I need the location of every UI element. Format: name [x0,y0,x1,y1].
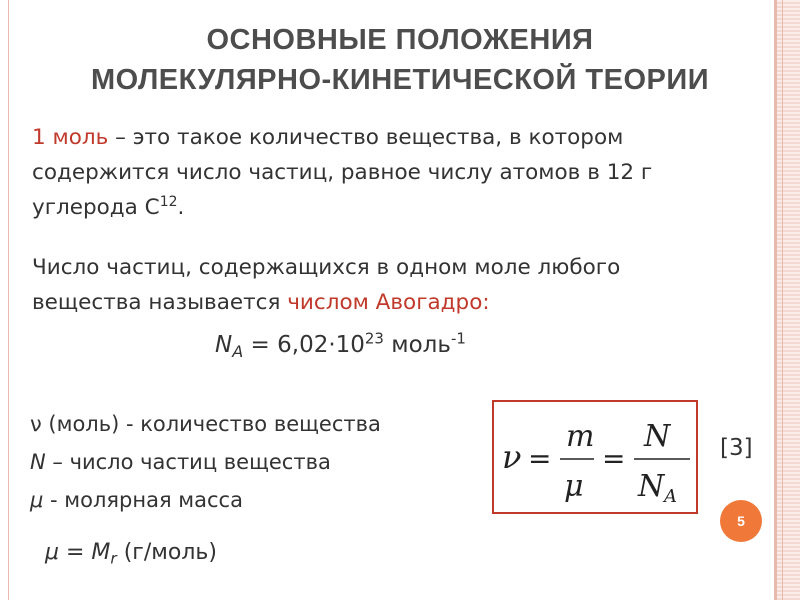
mm-equals: = [59,540,92,565]
molar-mass-line [45,540,217,568]
mu-definition [30,481,480,519]
avogadro-text-line-1: Число частиц, содержащихся в одном моле любого [32,255,621,280]
formula-NA: N [638,469,665,504]
right-decorative-border [774,0,800,600]
mole-text-line-1: – это такое количество вещества, в котором [108,125,624,150]
mole-text-line-3: углерода С [32,195,160,220]
mole-text-line-2: содержится число частиц, равное числу атомов в 12 г [32,160,653,185]
na-unit-exponent: -1 [450,329,466,348]
formula-m: m [566,419,595,454]
mole-text-end: . [177,195,185,220]
title-line-1: ОСНОВНЫЕ ПОЛОЖЕНИЯ [206,24,594,56]
mm-mu: μ [45,540,59,565]
mole-term: 1 моль [32,125,109,150]
mole-definition [32,120,732,225]
mm-unit: (г/моль) [116,540,217,565]
na-subscript: A [232,341,244,361]
formula-nu: ν [502,438,522,476]
formula-eq-2: = [602,442,626,475]
formula-N: N [644,419,671,454]
avogadro-text-line-2: вещества называется [32,290,288,315]
na-symbol: N [215,332,233,358]
formula-mu: μ [564,469,584,504]
formula-eq-1: = [528,442,552,475]
formula-NA-sub: A [664,486,677,507]
mm-M: M [91,540,111,565]
avogadro-definition [32,250,732,320]
reference: [3] [720,435,753,461]
slide-title [30,20,770,100]
na-exponent: 23 [364,329,384,348]
avogadro-formula [215,329,615,361]
na-value: = 6,02·10 [243,332,365,358]
n-text: – число частиц вещества [45,450,331,474]
left-border-line [8,0,9,600]
mu-text: - молярная масса [43,488,243,512]
mu-symbol: μ [30,488,44,512]
symbol-definitions [30,405,480,519]
nu-definition: ν (моль) - количество вещества [30,412,381,436]
na-unit: моль [383,332,451,358]
formula-box [492,400,698,514]
title-line-2: МОЛЕКУЛЯРНО-КИНЕТИЧЕСКОЙ ТЕОРИИ [90,64,710,96]
avogadro-highlight: числом Авогадро: [287,290,490,315]
n-definition [30,443,480,481]
carbon-superscript: 12 [159,193,178,210]
mm-M-sub: r [110,549,117,568]
formula-svg [494,402,700,516]
page-number-badge: 5 [720,500,762,542]
n-symbol: N [30,450,46,474]
